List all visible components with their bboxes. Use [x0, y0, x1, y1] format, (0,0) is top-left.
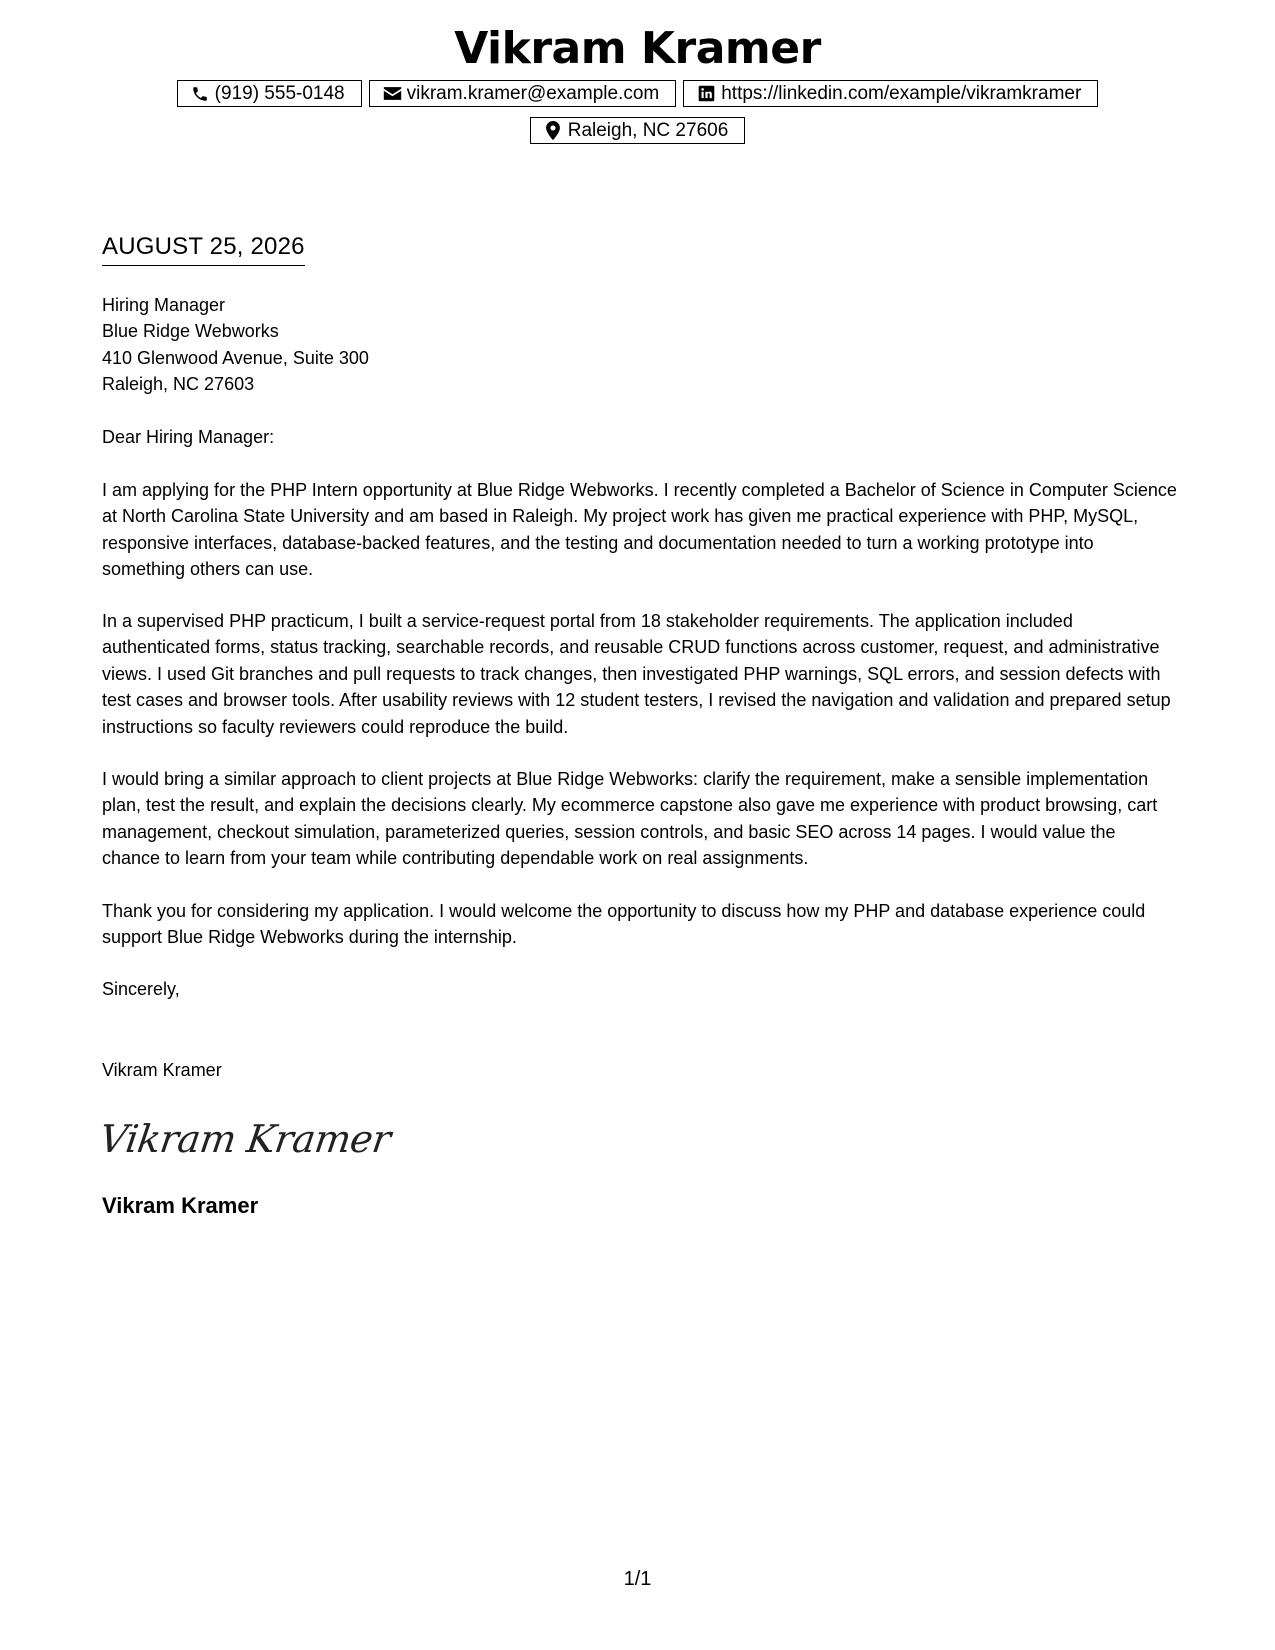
body-paragraph: I am applying for the PHP Intern opportunity at Blue Ridge Webworks. I recently completed a Bachelor of Science in Computer Science at North Carolina State University and am based in Raleigh. My project work has given me practical experience with PHP, MySQL, responsive interfaces, database-backed features, and the testing and documentation needed to turn a working prototype into something others can use. — [102, 480, 1177, 580]
typed-name: Vikram Kramer — [102, 1060, 222, 1080]
email-text[interactable]: vikram.kramer@example.com — [406, 82, 660, 104]
letter-date: AUGUST 25, 2026 — [102, 232, 305, 266]
linkedin-icon — [697, 84, 716, 103]
handwritten-signature — [96, 1110, 394, 1170]
phone-text: (919) 555-0148 — [214, 82, 345, 104]
linkedin-text[interactable]: https://linkedin.com/example/vikramkramer — [721, 82, 1082, 104]
phone-icon — [191, 84, 210, 103]
page-number: 1/1 — [623, 1568, 652, 1590]
contact-linkedin[interactable] — [683, 80, 1098, 107]
recipient-line: Blue Ridge Webworks — [102, 321, 279, 342]
recipient-line: Hiring Manager — [102, 295, 226, 315]
applicant-name-heading: Vikram Kramer — [454, 23, 821, 74]
location-text: Raleigh, NC 27606 — [567, 119, 729, 141]
contact-location — [530, 117, 746, 144]
body-paragraph: I would bring a similar approach to client projects at Blue Ridge Webworks: clarify the requirement, make a sensible implementation plan, test the result, and explain the decisions clearly. My ecommerce capstone also gave me experience with product browsing, cart management, checkout simulation, parameterized queries, session controls, and basic SEO across 14 pages. I would value the chance to learn from your team while contributing dependable work on real assignments. — [102, 769, 1158, 869]
final-name: Vikram Kramer — [102, 1193, 259, 1218]
contact-phone — [177, 80, 362, 107]
recipient-block — [102, 292, 1177, 398]
contact-row-primary — [0, 80, 1275, 107]
recipient-line: 410 Glenwood Avenue, Suite 300 — [102, 347, 369, 368]
salutation: Dear Hiring Manager: — [102, 427, 275, 447]
contact-email[interactable] — [369, 80, 677, 107]
recipient-line: Raleigh, NC 27603 — [102, 374, 255, 395]
map-marker-icon — [544, 121, 563, 140]
contact-row-secondary — [0, 117, 1275, 144]
envelope-icon — [383, 84, 402, 103]
body-paragraph: In a supervised PHP practicum, I built a service-request portal from 18 stakeholder requirements. The application included authenticated forms, status tracking, searchable records, and reusable CRUD functions across customer, request, and administrative views. I used Git branches and pull requests to track changes, then investigated PHP warnings, SQL errors, and session defects with test cases and browser tools. After usability reviews with 12 student testers, I revised the navigation and validation and prepared setup instructions so faculty reviewers could reproduce the build. — [102, 611, 1171, 737]
closing: Sincerely, — [102, 979, 180, 999]
signature-lettering: Vikram Kramer — [96, 1118, 394, 1162]
body-paragraph: Thank you for considering my application. I would welcome the opportunity to discuss how my PHP and database experience could support Blue Ridge Webworks during the internship. — [102, 901, 1146, 948]
